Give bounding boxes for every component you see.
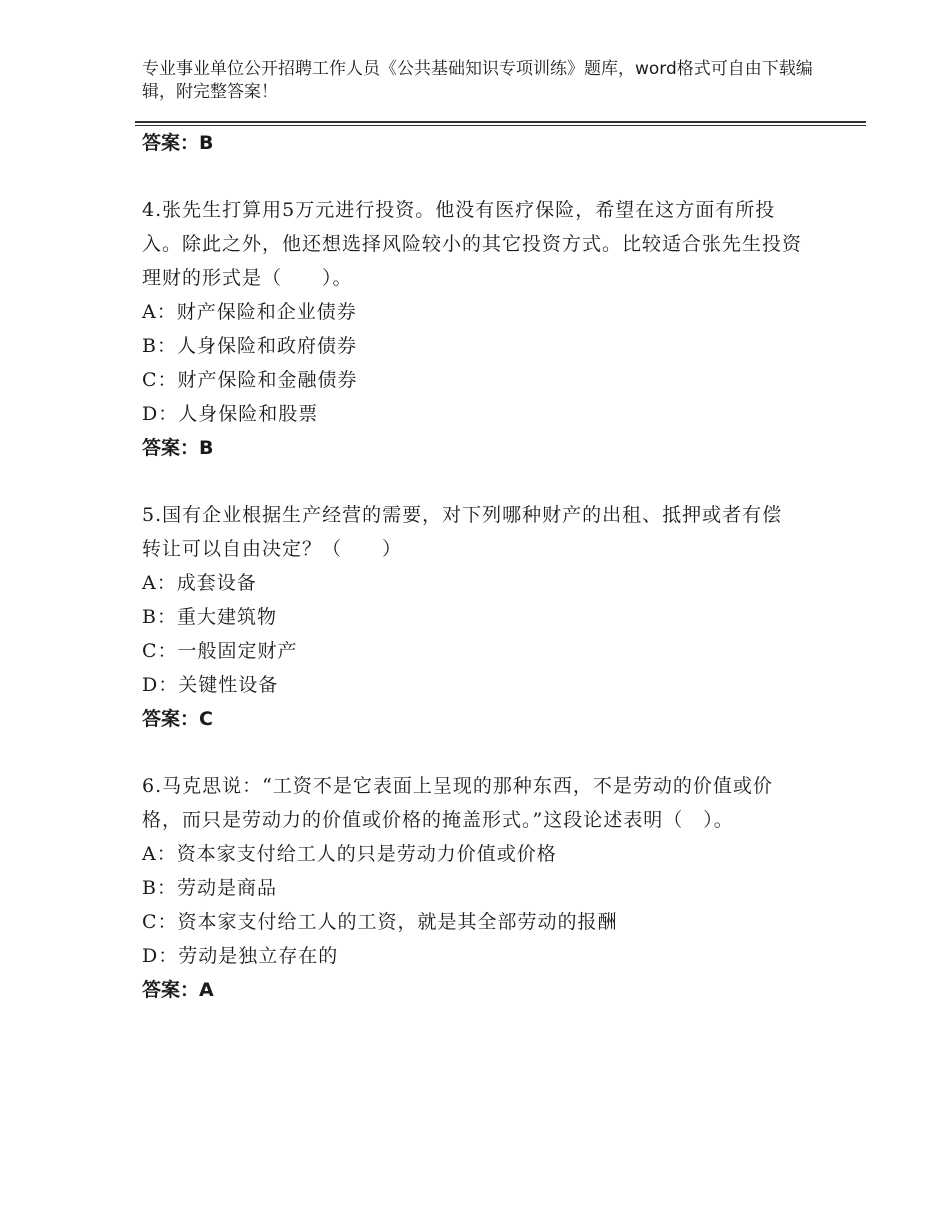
- option-a: A：成套设备: [142, 572, 257, 594]
- header-divider: [135, 121, 866, 123]
- option-c: C：一般固定财产: [142, 640, 298, 662]
- answer-line: 答案：B: [142, 437, 214, 459]
- question-4: [142, 193, 802, 465]
- option-c: C：财产保险和金融债券: [142, 369, 358, 391]
- question-stem: 5.国有企业根据生产经营的需要，对下列哪种财产的出租、抵押或者有偿转让可以自由决定？（ ）: [142, 504, 783, 560]
- question-6: [142, 769, 802, 1007]
- option-b: B：重大建筑物: [142, 606, 277, 628]
- answer-line: 答案：C: [142, 708, 213, 730]
- question-5: [142, 498, 802, 736]
- answer-line: 答案：B: [142, 132, 214, 154]
- option-d: D：人身保险和股票: [142, 403, 319, 425]
- answer-line: 答案：A: [142, 979, 214, 1001]
- option-b: B：人身保险和政府债券: [142, 335, 357, 357]
- option-a: A：财产保险和企业债券: [142, 301, 357, 323]
- question-stem: 6.马克思说：“工资不是它表面上呈现的那种东西，不是劳动的价值或价格，而只是劳动力的价值或价格的掩盖形式。”这段论述表明（ ）。: [142, 775, 773, 831]
- question-list: [142, 126, 802, 1007]
- page-header: 专业事业单位公开招聘工作人员《公共基础知识专项训练》题库，word格式可自由下载编辑，附完整答案！: [142, 59, 813, 102]
- question-stem: 4.张先生打算用5万元进行投资。他没有医疗保险，希望在这方面有所投入。除此之外，他还想选择风险较小的其它投资方式。比较适合张先生投资理财的形式是（ ）。: [142, 199, 803, 289]
- option-d: D：劳动是独立存在的: [142, 945, 339, 967]
- option-c: C：资本家支付给工人的工资，就是其全部劳动的报酬: [142, 911, 618, 933]
- option-b: B：劳动是商品: [142, 877, 277, 899]
- option-a: A：资本家支付给工人的只是劳动力价值或价格: [142, 843, 557, 865]
- option-d: D：关键性设备: [142, 674, 279, 696]
